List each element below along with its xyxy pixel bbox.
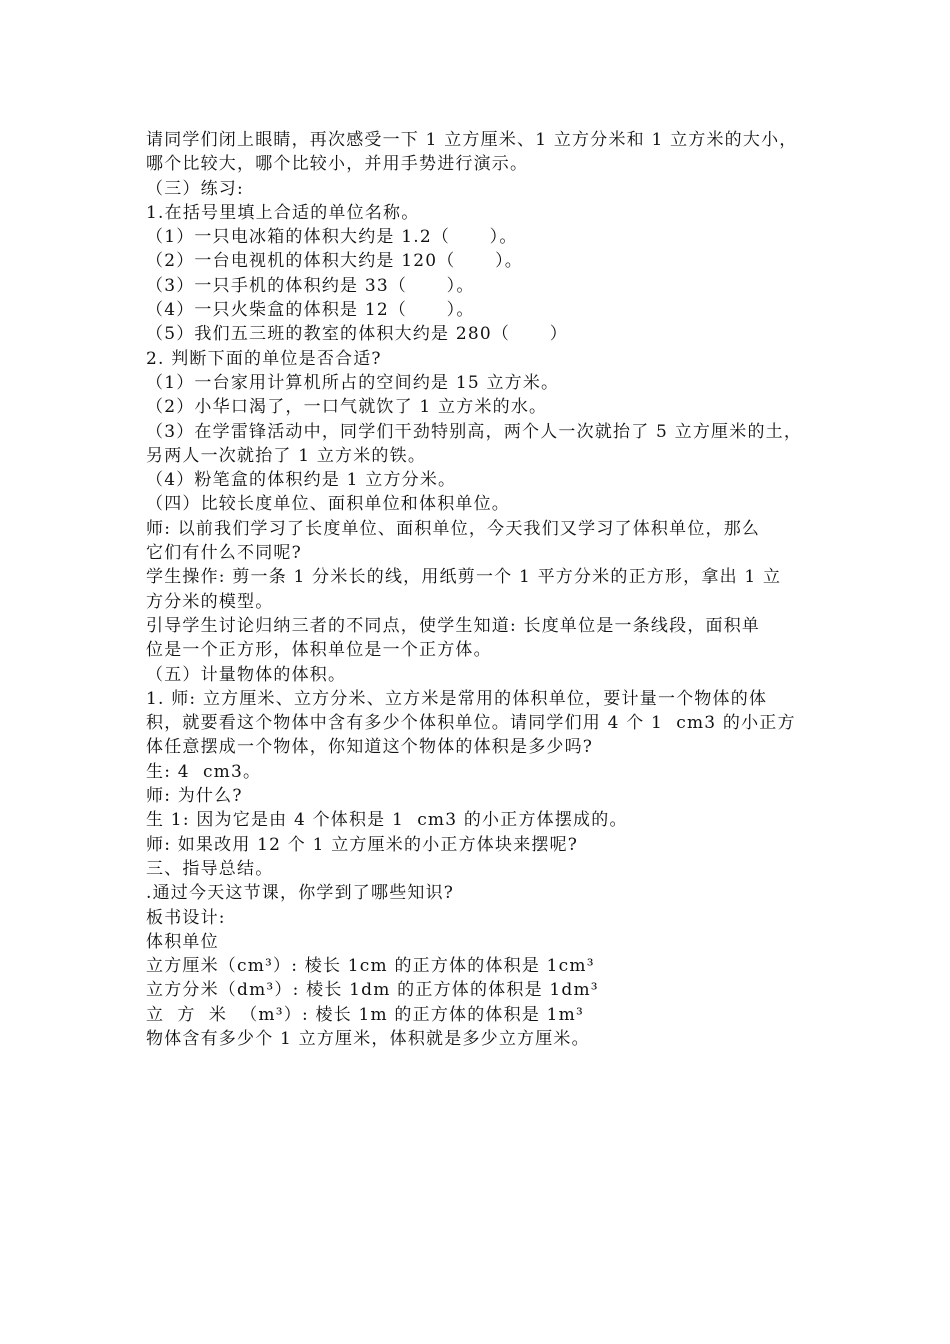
paragraph-line: 引导学生讨论归纳三者的不同点，使学生知道: 长度单位是一条线段，面积单 bbox=[146, 615, 761, 636]
section-heading: 三、指导总结。 bbox=[146, 858, 274, 879]
section-heading: （五）计量物体的体积。 bbox=[146, 664, 347, 685]
exercise-item: （2）一台电视机的体积大约是 120（ ）。 bbox=[146, 251, 523, 272]
board-design-line: 立方分米（dm³）: 棱长 1dm 的正方体的体积是 1dm³ bbox=[146, 980, 599, 1001]
exercise-item: （5）我们五三班的教室的体积大约是 280（ ） bbox=[146, 324, 568, 345]
exercise-title: 2. 判断下面的单位是否合适? bbox=[146, 348, 382, 369]
section-heading: （四）比较长度单位、面积单位和体积单位。 bbox=[146, 494, 510, 515]
paragraph-line: 方分米的模型。 bbox=[146, 591, 274, 612]
section-heading: （三）练习: bbox=[146, 178, 244, 199]
paragraph-line: 师: 以前我们学习了长度单位、面积单位，今天我们又学习了体积单位，那么 bbox=[146, 518, 761, 539]
paragraph-line: 积，就要看这个物体中含有多少个体积单位。请同学们用 4 个 1 cm3 的小正方 bbox=[146, 713, 796, 734]
exercise-title: 1.在括号里填上合适的单位名称。 bbox=[146, 202, 420, 223]
paragraph-line: 位是一个正方形，体积单位是一个正方体。 bbox=[146, 640, 492, 661]
exercise-item: （3）在学雷锋活动中，同学们干劲特别高，两个人一次就抬了 5 立方厘米的土， bbox=[146, 421, 803, 442]
paragraph-line: 生 1: 因为它是由 4 个体积是 1 cm3 的小正方体摆成的。 bbox=[146, 810, 628, 831]
paragraph-line: 学生操作: 剪一条 1 分米长的线，用纸剪一个 1 平方分米的正方形，拿出 1 立 bbox=[146, 567, 782, 588]
exercise-item: （1）一只电冰箱的体积大约是 1.2（ ）。 bbox=[146, 227, 518, 248]
paragraph-line: 师: 为什么? bbox=[146, 786, 243, 807]
exercise-item: （3）一只手机的体积约是 33（ ）。 bbox=[146, 275, 475, 296]
board-design-line: 立方厘米（cm³）: 棱长 1cm 的正方体的体积是 1cm³ bbox=[146, 956, 595, 977]
exercise-item: （1）一台家用计算机所占的空间约是 15 立方米。 bbox=[146, 372, 560, 393]
paragraph-line: 它们有什么不同呢? bbox=[146, 543, 302, 564]
board-design-title: 板书设计: bbox=[146, 907, 226, 928]
board-design-line: 立 方 米 （m³）: 棱长 1m 的正方体的体积是 1m³ bbox=[146, 1004, 584, 1025]
exercise-item: （4）粉笔盒的体积约是 1 立方分米。 bbox=[146, 470, 457, 491]
paragraph-line: .通过今天这节课，你学到了哪些知识? bbox=[146, 883, 455, 904]
paragraph-line: 1. 师: 立方厘米、立方分米、立方米是常用的体积单位，要计量一个物体的体 bbox=[146, 688, 768, 709]
board-design-line: 物体含有多少个 1 立方厘米，体积就是多少立方厘米。 bbox=[146, 1028, 590, 1049]
exercise-item: 另两人一次就抬了 1 立方米的铁。 bbox=[146, 445, 427, 466]
paragraph-line: 哪个比较大，哪个比较小，并用手势进行演示。 bbox=[146, 154, 529, 175]
exercise-item: （2）小华口渴了，一口气就饮了 1 立方米的水。 bbox=[146, 397, 548, 418]
paragraph-line: 师: 如果改用 12 个 1 立方厘米的小正方体块来摆呢? bbox=[146, 834, 579, 855]
exercise-item: （4）一只火柴盒的体积是 12（ ）。 bbox=[146, 300, 475, 321]
paragraph-line: 体任意摆成一个物体，你知道这个物体的体积是多少吗? bbox=[146, 737, 594, 758]
paragraph-line: 生: 4 cm3。 bbox=[146, 761, 262, 782]
document-body bbox=[146, 128, 826, 1051]
board-design-line: 体积单位 bbox=[146, 931, 219, 952]
paragraph-line: 请同学们闭上眼睛，再次感受一下 1 立方厘米、1 立方分米和 1 立方米的大小， bbox=[146, 130, 798, 150]
